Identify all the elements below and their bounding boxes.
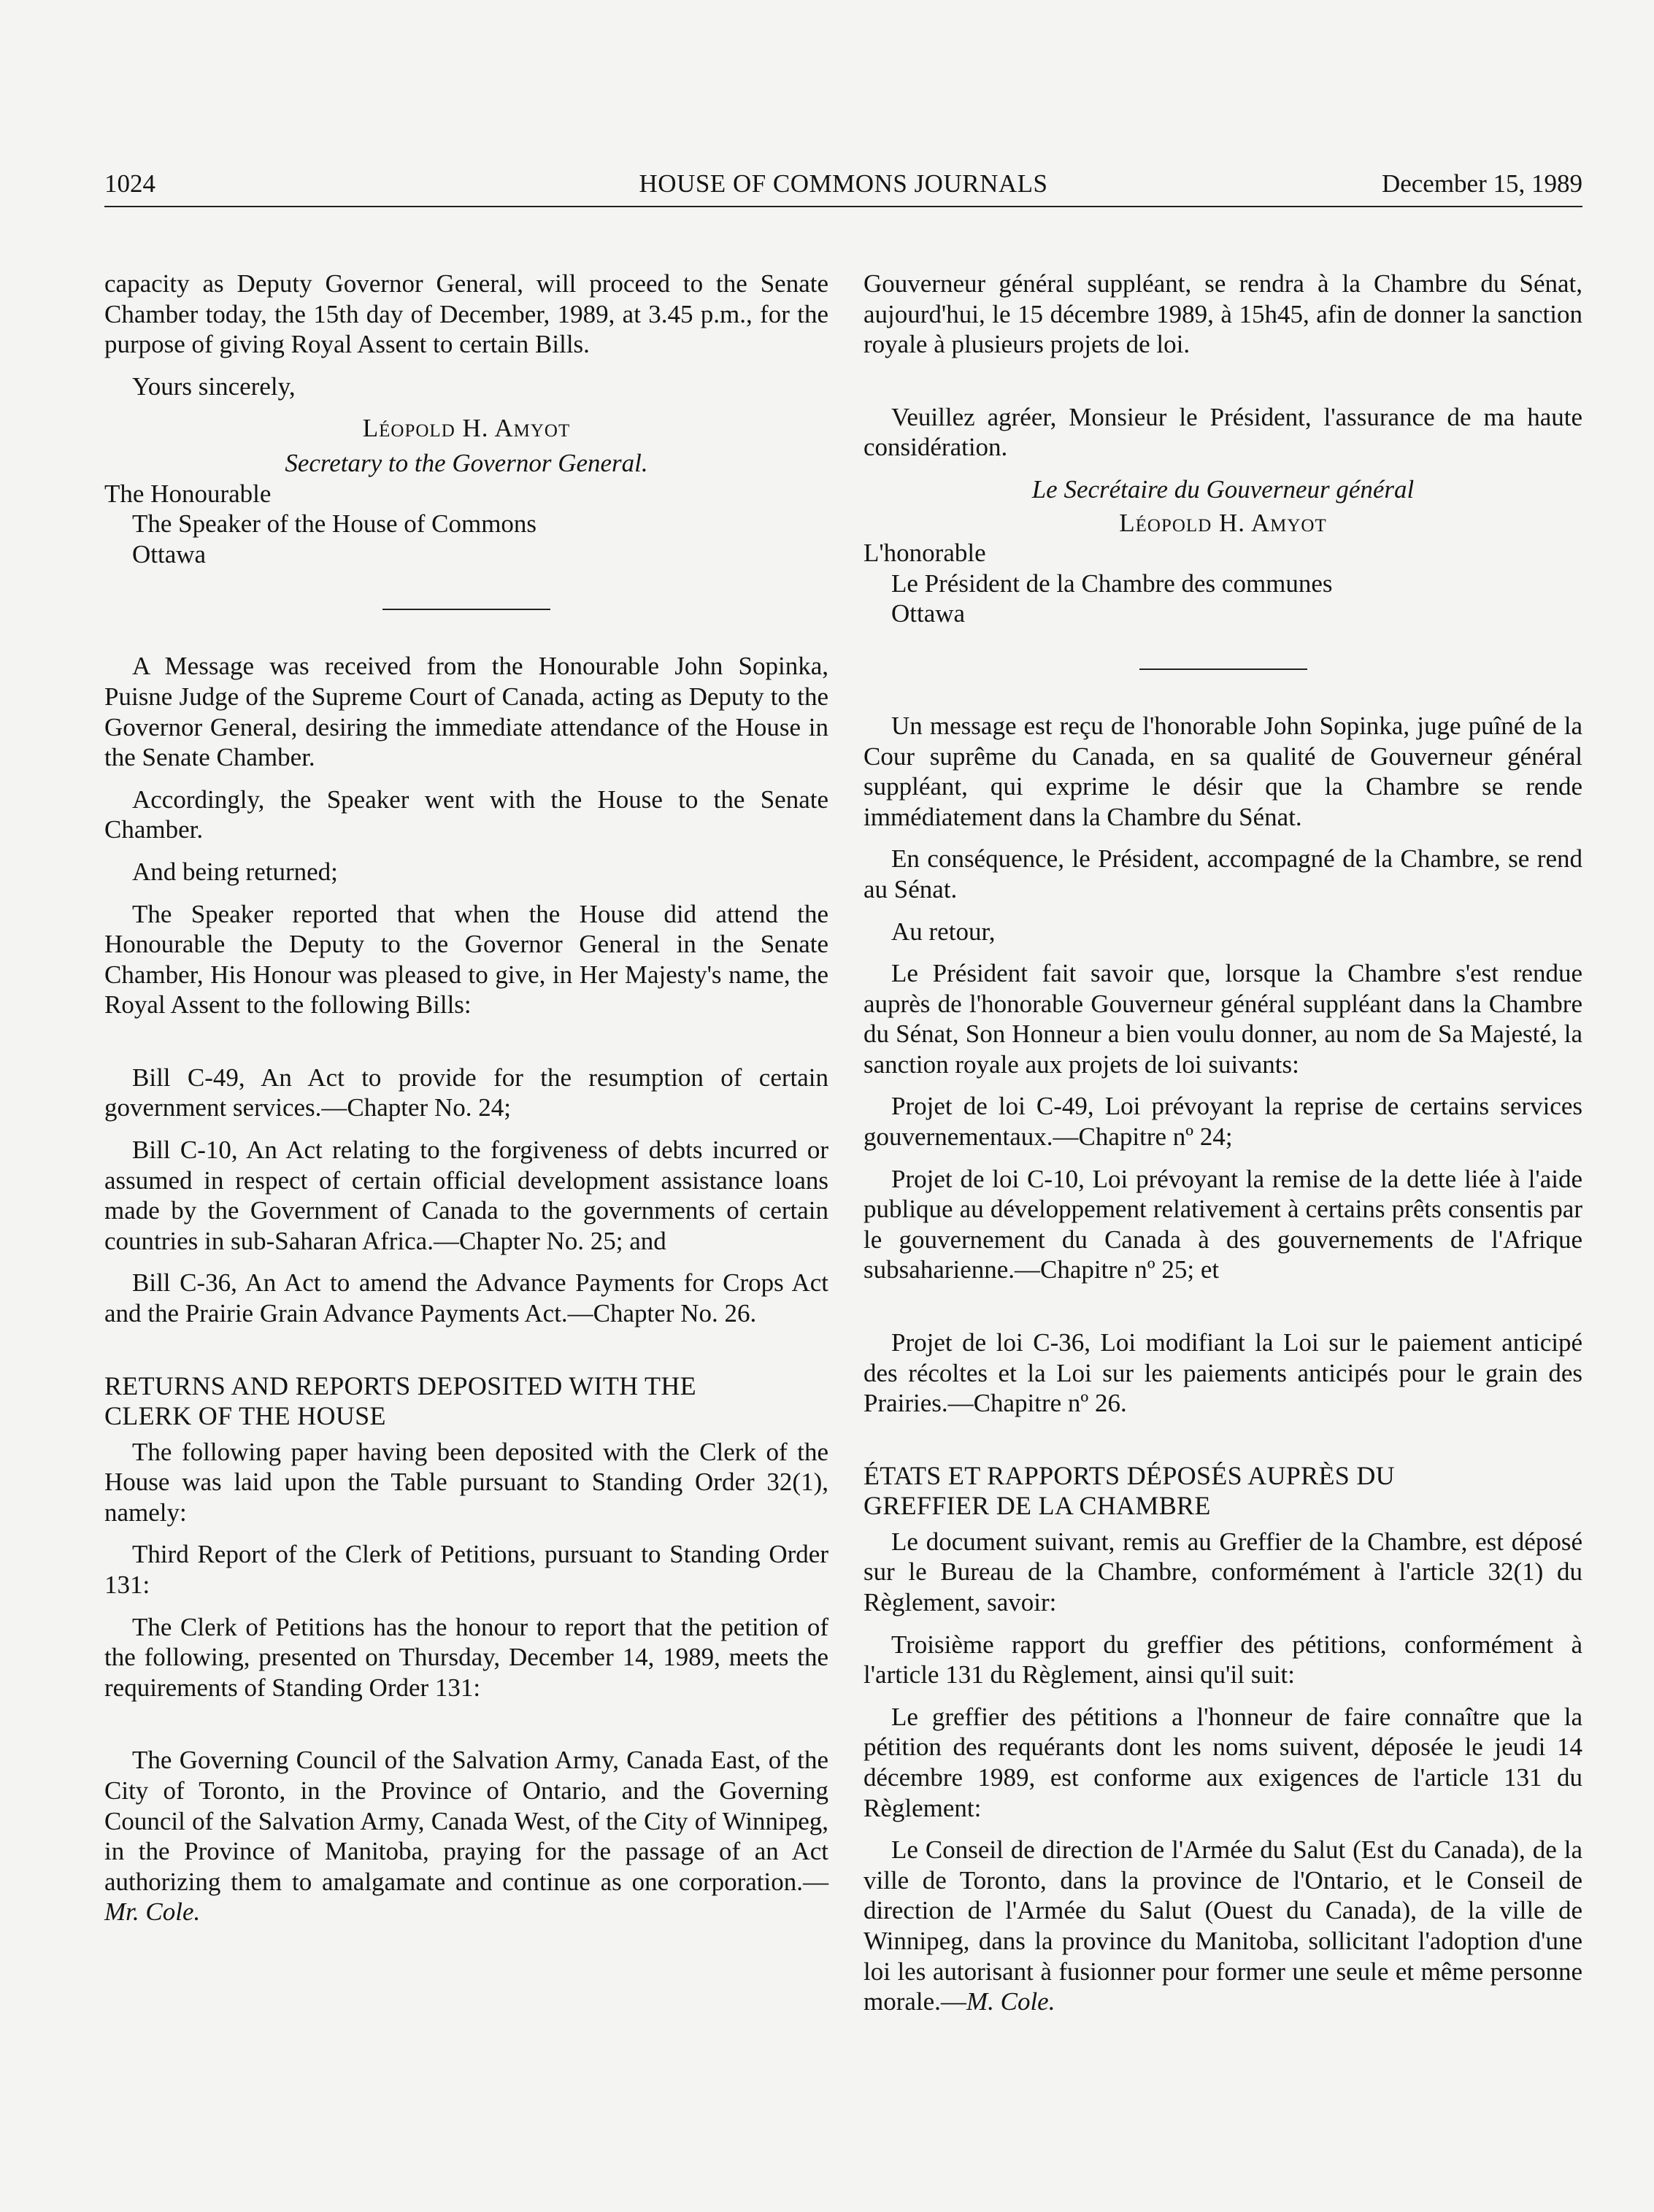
returned-paragraph: And being returned; — [132, 857, 338, 886]
section-heading-line: ÉTATS ET RAPPORTS DÉPOSÉS AUPRÈS DU — [863, 1460, 1395, 1490]
returned-paragraph: Au retour, — [891, 917, 996, 946]
section-heading — [104, 1371, 828, 1431]
section-heading-line: RETURNS AND REPORTS DEPOSITED WITH THE — [104, 1371, 696, 1400]
section-heading-line: CLERK OF THE HOUSE — [104, 1400, 386, 1430]
address-line: The Honourable — [104, 479, 272, 508]
bill-c49: Projet de loi C-49, Loi prévoyant la reprise de certains services gouvernementaux.—Chapitre nº 24; — [863, 1092, 1582, 1152]
journal-date: December 15, 1989 — [1381, 169, 1582, 198]
accordingly-paragraph: En conséquence, le Président, accompagné de la Chambre, se rend au Sénat. — [863, 844, 1582, 903]
bill-c36: Bill C-36, An Act to amend the Advance Payments for Crops Act and the Prairie Grain Advance Payments Act.—Chapter No. 26. — [104, 1268, 828, 1328]
signatory-title: Secretary to the Governor General. — [285, 448, 648, 477]
clerk-report-paragraph: Le greffier des pétitions a l'honneur de faire connaître que la pétition des requérants dont les noms suivent, déposée le jeudi 14 décembre 1989, est conforme aux exigences de l'article 131 du Règlement: — [863, 1702, 1582, 1822]
deposited-paragraph: The following paper having been deposited with the Clerk of the House was laid upon the Table pursuant to Standing Order 32(1), namely: — [104, 1437, 828, 1527]
bill-c49: Bill C-49, An Act to provide for the resumption of certain government services.—Chapter No. 24; — [104, 1063, 828, 1122]
petition-text: Le Conseil de direction de l'Armée du Salut (Est du Canada), de la ville de Toronto, dans la province de l'Ontario, et le Conseil de direction de l'Armée du Salut (Ouest du Canada), de la ville de Winnipeg, dans la province du Manitoba, sollicitant l'adoption d'une loi les autorisant à fusionner pour former une seule et même personne morale.— — [863, 1835, 1582, 2016]
running-header — [104, 166, 1582, 207]
letter-closing: Veuillez agréer, Monsieur le Président, l'assurance de ma haute considération. — [863, 402, 1582, 462]
letter-closing: Yours sincerely, — [132, 371, 296, 401]
petition-text: The Governing Council of the Salvation Army, Canada East, of the City of Toronto, in the Province of Ontario, and the Governing Council of the Salvation Army, Canada West, of the City of Winnipeg, in the Province of Manitoba, praying for the passage of an Act authorizing them to amalgamate and continue as one corporation.— — [104, 1746, 828, 1896]
petition-member: Mr. Cole. — [104, 1897, 201, 1927]
petition-member: M. Cole. — [966, 1987, 1055, 2016]
accordingly-paragraph: Accordingly, the Speaker went with the House to the Senate Chamber. — [104, 785, 828, 844]
signatory-name: Léopold H. Amyot — [1119, 508, 1327, 537]
speaker-reported-paragraph: The Speaker reported that when the House did attend the Honourable the Deputy to the Governor General in the Senate Chamber, His Honour was pleased to give, in Her Majesty's name, the Royal Assent to the following Bills: — [104, 899, 828, 1020]
message-paragraph: A Message was received from the Honourable John Sopinka, Puisne Judge of the Supreme Court of Canada, acting as Deputy to the Governor General, desiring the immediate attendance of the House in the Senate Chamber. — [104, 652, 828, 772]
third-report-paragraph: Troisième rapport du greffier des pétitions, conformément à l'article 131 du Règlement, ainsi qu'il suit: — [863, 1630, 1582, 1689]
bill-c10: Projet de loi C-10, Loi prévoyant la remise de la dette liée à l'aide publique au développement relativement à certains prêts consentis par le gouvernement du Canada à des gouvernements de l'Afrique subsaharienne.—Chapitre nº 25; et — [863, 1164, 1582, 1284]
page-number: 1024 — [104, 169, 155, 198]
address-line: Ottawa — [891, 599, 966, 628]
letter-continuation: capacity as Deputy Governor General, will proceed to the Senate Chamber today, the 15th day of December, 1989, at 3.45 p.m., for the purpose of giving Royal Assent to certain Bills. — [104, 269, 828, 359]
section-separator — [1139, 668, 1307, 670]
bill-c10: Bill C-10, An Act relating to the forgiveness of debts incurred or assumed in respect of certain official development assistance loans made by the Government of Canada to the governments of certain countries in sub-Saharan Africa.—Chapter No. 25; and — [104, 1136, 828, 1255]
english-column — [104, 269, 828, 1927]
petition-paragraph — [104, 1745, 828, 1927]
journal-title: HOUSE OF COMMONS JOURNALS — [639, 169, 1048, 198]
signatory-name: Léopold H. Amyot — [362, 414, 571, 443]
signatory-title: Le Secrétaire du Gouverneur général — [1031, 474, 1415, 504]
speaker-reported-paragraph: Le Président fait savoir que, lorsque la Chambre s'est rendue auprès de l'honorable Gouverneur général suppléant dans la Chambre du Sénat, Son Honneur a bien voulu donner, au nom de Sa Majesté, la sanction royale aux projets de loi suivants: — [863, 959, 1582, 1079]
section-heading-line: GREFFIER DE LA CHAMBRE — [863, 1490, 1211, 1520]
deposited-paragraph: Le document suivant, remis au Greffier de la Chambre, est déposé sur le Bureau de la Chambre, conformément à l'article 32(1) du Règlement, savoir: — [863, 1527, 1582, 1616]
petition-paragraph — [863, 1835, 1582, 2017]
section-heading — [863, 1461, 1582, 1521]
section-separator — [382, 609, 550, 610]
bill-c36: Projet de loi C-36, Loi modifiant la Loi sur le paiement anticipé des récoltes et la Loi sur les paiements anticipés pour le grain des Prairies.—Chapitre nº 26. — [863, 1328, 1582, 1418]
address-line: L'honorable — [863, 539, 986, 568]
third-report-paragraph: Third Report of the Clerk of Petitions, pursuant to Standing Order 131: — [104, 1540, 828, 1599]
clerk-report-paragraph: The Clerk of Petitions has the honour to report that the petition of the following, presented on Thursday, December 14, 1989, meets the requirements of Standing Order 131: — [104, 1612, 828, 1702]
address-line: Ottawa — [132, 539, 207, 569]
address-line: Le Président de la Chambre des communes — [891, 569, 1333, 598]
address-line: The Speaker of the House of Commons — [132, 509, 537, 539]
letter-continuation: Gouverneur général suppléant, se rendra à la Chambre du Sénat, aujourd'hui, le 15 décembre 1989, à 15h45, afin de donner la sanction royale à plusieurs projets de loi. — [863, 269, 1582, 359]
message-paragraph: Un message est reçu de l'honorable John Sopinka, juge puîné de la Cour suprême du Canada, en sa qualité de Gouverneur général suppléant, qui exprime le désir que la Chambre se rende immédiatement dans la Chambre du Sénat. — [863, 711, 1582, 831]
french-column — [863, 269, 1582, 2017]
